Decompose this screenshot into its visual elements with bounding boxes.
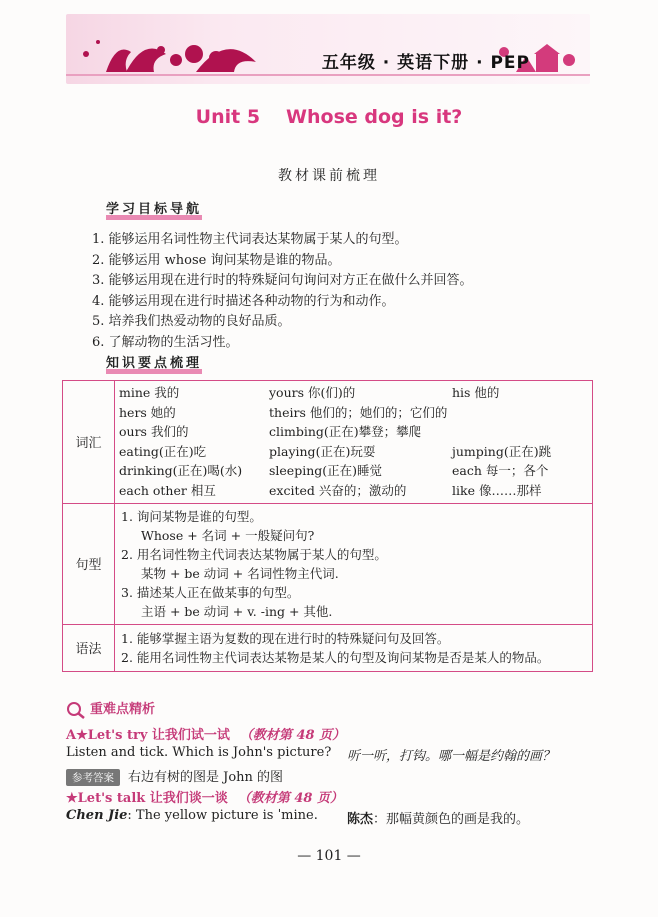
vocab-word: ours 我们的: [119, 424, 189, 440]
dialog-speaker: Chen Jie: [66, 808, 128, 823]
analysis-heading-row: [66, 698, 155, 719]
objective-item: 1. 能够运用名词性物主代词表达某物属于某人的句型。: [92, 232, 408, 247]
magnifier-icon: [66, 701, 86, 719]
vocab-word: theirs 他们的；她们的；它们的: [269, 404, 448, 420]
answer-badge: 参考答案: [66, 769, 120, 786]
grammar-item: 1. 能够掌握主语为复数的现在进行时的特殊疑问句及回答。: [121, 630, 450, 646]
knowledge-heading: 知识要点梳理: [106, 352, 202, 374]
objective-item: 6. 了解动物的生活习性。: [92, 334, 239, 350]
analysis-heading: 重难点精析: [90, 702, 156, 717]
unit-number: Unit 5: [195, 106, 261, 128]
lets-talk-page: （教材第 48 页）: [237, 791, 343, 806]
vocab-word: each other 相互: [119, 482, 216, 498]
lets-try-heading: [66, 724, 345, 743]
sentence-pattern: 主语 + be 动词 + v. -ing + 其他.: [141, 603, 333, 619]
grammar-label: 语法: [63, 624, 115, 671]
vocab-word: like 像……那样: [452, 482, 542, 498]
book-title: 五年级 · 英语下册 · PEP: [321, 53, 530, 73]
header-banner: [66, 14, 590, 84]
vocab-word: climbing(正在)攀登；攀爬: [269, 424, 422, 440]
dialog-text: : The yellow picture is ˈmine.: [127, 808, 318, 823]
vocab-word: playing(正在)玩耍: [269, 443, 376, 459]
lets-talk-heading: [66, 787, 343, 806]
sentence-row: [63, 503, 593, 624]
grammar-row: [63, 624, 593, 671]
sentence-item: 1. 询问某物是谁的句型。: [121, 508, 262, 524]
objective-item: 5. 培养我们热爱动物的良好品质。: [92, 314, 291, 330]
answer-text: 右边有树的图是 John 的图: [128, 770, 284, 785]
try-question: Listen and tick. Which is John's picture?: [66, 745, 332, 760]
try-question-cn: 听一听，打钩。哪一幅是约翰的画？: [347, 749, 556, 764]
knowledge-table: [62, 380, 593, 672]
vocab-word: [452, 403, 592, 423]
vocab-word: his 他的: [452, 385, 500, 400]
dialog-speaker-cn: 陈杰: [347, 812, 374, 827]
vocab-word: sleeping(正在)睡觉: [269, 463, 383, 479]
dialog-text-cn: ：那幅黄颜色的画是我的。: [373, 812, 530, 827]
lets-talk-label: ★Let's talk 让我们谈一谈: [66, 791, 228, 806]
objectives-list: [92, 230, 473, 354]
unit-title: [0, 106, 658, 128]
lets-try-page: （教材第 48 页）: [239, 728, 346, 743]
vocab-row: [63, 381, 593, 504]
lets-try-label: A★Let's try 让我们试一试: [66, 728, 230, 743]
vocab-label: 词汇: [63, 381, 115, 504]
grammar-item: 2. 能用名词性物主代词表达某物是某人的句型及询问某物是否是某人的物品。: [121, 649, 550, 665]
sentence-pattern: Whose + 名词 + 一般疑问句?: [141, 527, 315, 543]
unit-name: Whose dog is it?: [286, 106, 463, 128]
objective-item: 3. 能够运用现在进行时的特殊疑问句询问对方正在做什么并回答。: [92, 273, 473, 289]
vocab-word: [452, 422, 592, 442]
dialog-line: [66, 808, 318, 823]
vocab-word: eating(正在)吃: [119, 443, 207, 459]
vocab-word: drinking(正在)喝(水): [119, 463, 243, 479]
vocab-word: mine 我的: [119, 385, 180, 400]
sentence-item: 3. 描述某人正在做某事的句型。: [121, 584, 300, 600]
dialog-line-cn: [347, 808, 529, 827]
sentence-pattern: 某物 + be 动词 + 名词性物主代词.: [141, 565, 339, 581]
section-title: 教材课前梳理: [278, 168, 380, 184]
vocab-word: yours 你(们)的: [269, 385, 356, 400]
sentence-item: 2. 用名词性物主代词表达某物属于某人的句型。: [121, 546, 387, 562]
vocab-grid: [119, 383, 592, 501]
vocab-word: jumping(正在)跳: [452, 443, 552, 459]
vocab-word: each 每一；各个: [452, 463, 549, 479]
answer-line: [66, 766, 283, 786]
vocab-word: excited 兴奋的；激动的: [269, 482, 407, 498]
objective-item: 2. 能够运用 whose 询问某物是谁的物品。: [92, 252, 341, 268]
objectives-heading: 学习目标导航: [106, 198, 202, 220]
page-number: — 101 —: [297, 848, 361, 864]
objective-item: 4. 能够运用现在进行时描述各种动物的行为和动作。: [92, 293, 395, 309]
vocab-word: hers 她的: [119, 404, 176, 420]
sentence-label: 句型: [63, 503, 115, 624]
